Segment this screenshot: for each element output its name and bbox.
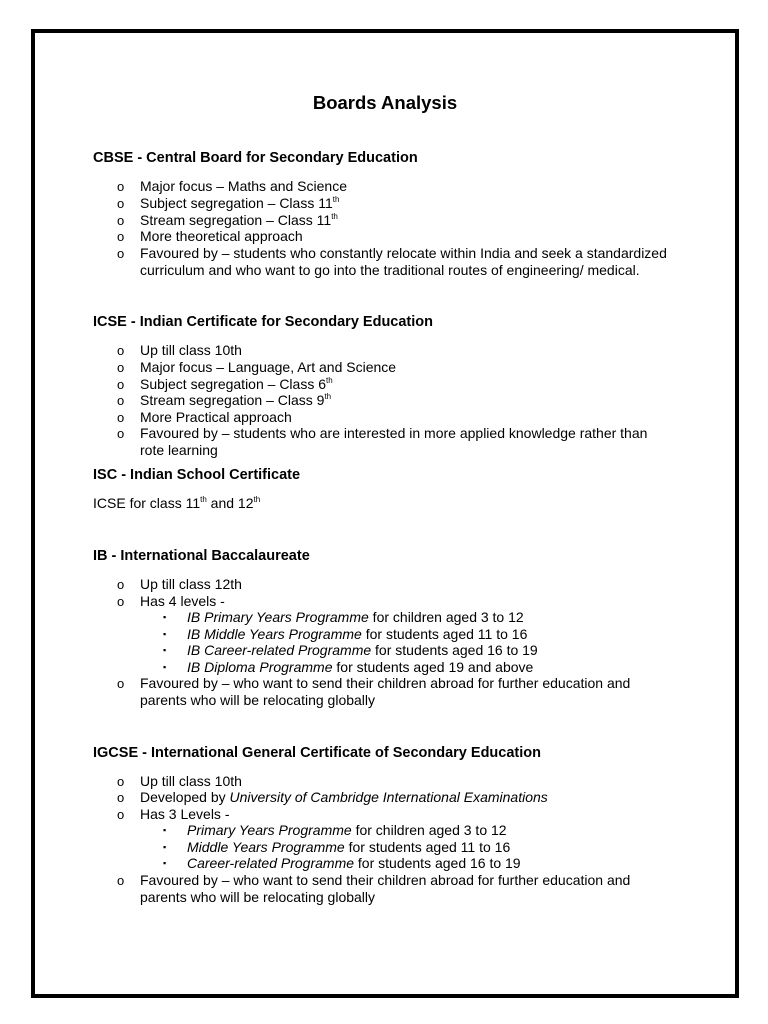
cbse-favoured-line1: Favoured by – students who constantly relocate within India and seek a standardized bbox=[140, 245, 667, 261]
bullet-marker: o bbox=[117, 594, 125, 609]
bullet-marker: o bbox=[117, 360, 125, 375]
igcse-heading: IGCSE - International General Certificate of Secondary Education bbox=[93, 745, 541, 761]
cbse-heading: CBSE - Central Board for Secondary Education bbox=[93, 150, 418, 166]
ib-level-primary: IB Primary Years Programme for children aged 3 to 12 bbox=[187, 609, 524, 625]
ib-favoured-line1: Favoured by – who want to send their children abroad for further education and bbox=[140, 675, 631, 691]
bullet-marker: o bbox=[117, 577, 125, 592]
isc-heading: ISC - Indian School Certificate bbox=[93, 467, 301, 483]
icse-major-focus: Major focus – Language, Art and Science bbox=[140, 359, 397, 375]
bullet-marker: o bbox=[117, 393, 125, 408]
icse-approach: More Practical approach bbox=[140, 409, 292, 425]
bullet-marker: o bbox=[117, 377, 125, 392]
icse-stream-segregation: Stream segregation – Class 9th bbox=[140, 392, 332, 408]
sub-bullet-marker: ▪ bbox=[163, 629, 167, 639]
igcse-level-career: Career-related Programme for students aged 16 to 19 bbox=[187, 855, 521, 871]
icse-favoured-line2: rote learning bbox=[140, 442, 218, 458]
bullet-marker: o bbox=[117, 807, 125, 822]
document-page bbox=[31, 29, 739, 998]
cbse-subject-segregation: Subject segregation – Class 11th bbox=[140, 195, 340, 211]
cbse-major-focus: Major focus – Maths and Science bbox=[140, 178, 347, 194]
sub-bullet-marker: ▪ bbox=[163, 858, 167, 868]
sub-bullet-marker: ▪ bbox=[163, 662, 167, 672]
igcse-level-middle: Middle Years Programme for students aged 11 to 16 bbox=[187, 839, 511, 855]
igcse-levels: Has 3 Levels - bbox=[140, 806, 230, 822]
cbse-approach: More theoretical approach bbox=[140, 228, 303, 244]
ib-favoured-line2: parents who will be relocating globally bbox=[140, 692, 376, 708]
igcse-favoured-line1: Favoured by – who want to send their children abroad for further education and bbox=[140, 872, 631, 888]
igcse-developed-by: Developed by University of Cambridge International Examinations bbox=[140, 789, 548, 805]
sub-bullet-marker: ▪ bbox=[163, 842, 167, 852]
bullet-marker: o bbox=[117, 676, 125, 691]
bullet-marker: o bbox=[117, 246, 125, 261]
icse-heading: ICSE - Indian Certificate for Secondary Education bbox=[93, 314, 434, 330]
bullet-marker: o bbox=[117, 873, 125, 888]
bullet-marker: o bbox=[117, 196, 125, 211]
igcse-favoured-line2: parents who will be relocating globally bbox=[140, 889, 376, 905]
icse-up-till: Up till class 10th bbox=[140, 342, 242, 358]
bullet-marker: o bbox=[117, 213, 125, 228]
ib-level-diploma: IB Diploma Programme for students aged 19 and above bbox=[187, 659, 534, 675]
ib-level-career: IB Career-related Programme for students aged 16 to 19 bbox=[187, 642, 538, 658]
sub-bullet-marker: ▪ bbox=[163, 825, 167, 835]
bullet-marker: o bbox=[117, 343, 125, 358]
bullet-marker: o bbox=[117, 229, 125, 244]
bullet-marker: o bbox=[117, 790, 125, 805]
ib-heading: IB - International Baccalaureate bbox=[93, 548, 310, 564]
sub-bullet-marker: ▪ bbox=[163, 645, 167, 655]
ib-level-middle: IB Middle Years Programme for students aged 11 to 16 bbox=[187, 626, 528, 642]
cbse-stream-segregation: Stream segregation – Class 11th bbox=[140, 212, 338, 228]
isc-text: ICSE for class 11th and 12th bbox=[93, 495, 261, 511]
ib-levels: Has 4 levels - bbox=[140, 593, 225, 609]
bullet-marker: o bbox=[117, 179, 125, 194]
igcse-level-primary: Primary Years Programme for children aged 3 to 12 bbox=[187, 822, 507, 838]
igcse-up-till: Up till class 10th bbox=[140, 773, 242, 789]
bullet-marker: o bbox=[117, 410, 125, 425]
page-title: Boards Analysis bbox=[312, 92, 458, 113]
cbse-favoured-line2: curriculum and who want to go into the traditional routes of engineering/ medical. bbox=[140, 262, 640, 278]
icse-subject-segregation: Subject segregation – Class 6th bbox=[140, 376, 333, 392]
bullet-marker: o bbox=[117, 426, 125, 441]
ib-up-till: Up till class 12th bbox=[140, 576, 242, 592]
sub-bullet-marker: ▪ bbox=[163, 612, 167, 622]
bullet-marker: o bbox=[117, 774, 125, 789]
icse-favoured-line1: Favoured by – students who are interested in more applied knowledge rather than bbox=[140, 425, 648, 441]
